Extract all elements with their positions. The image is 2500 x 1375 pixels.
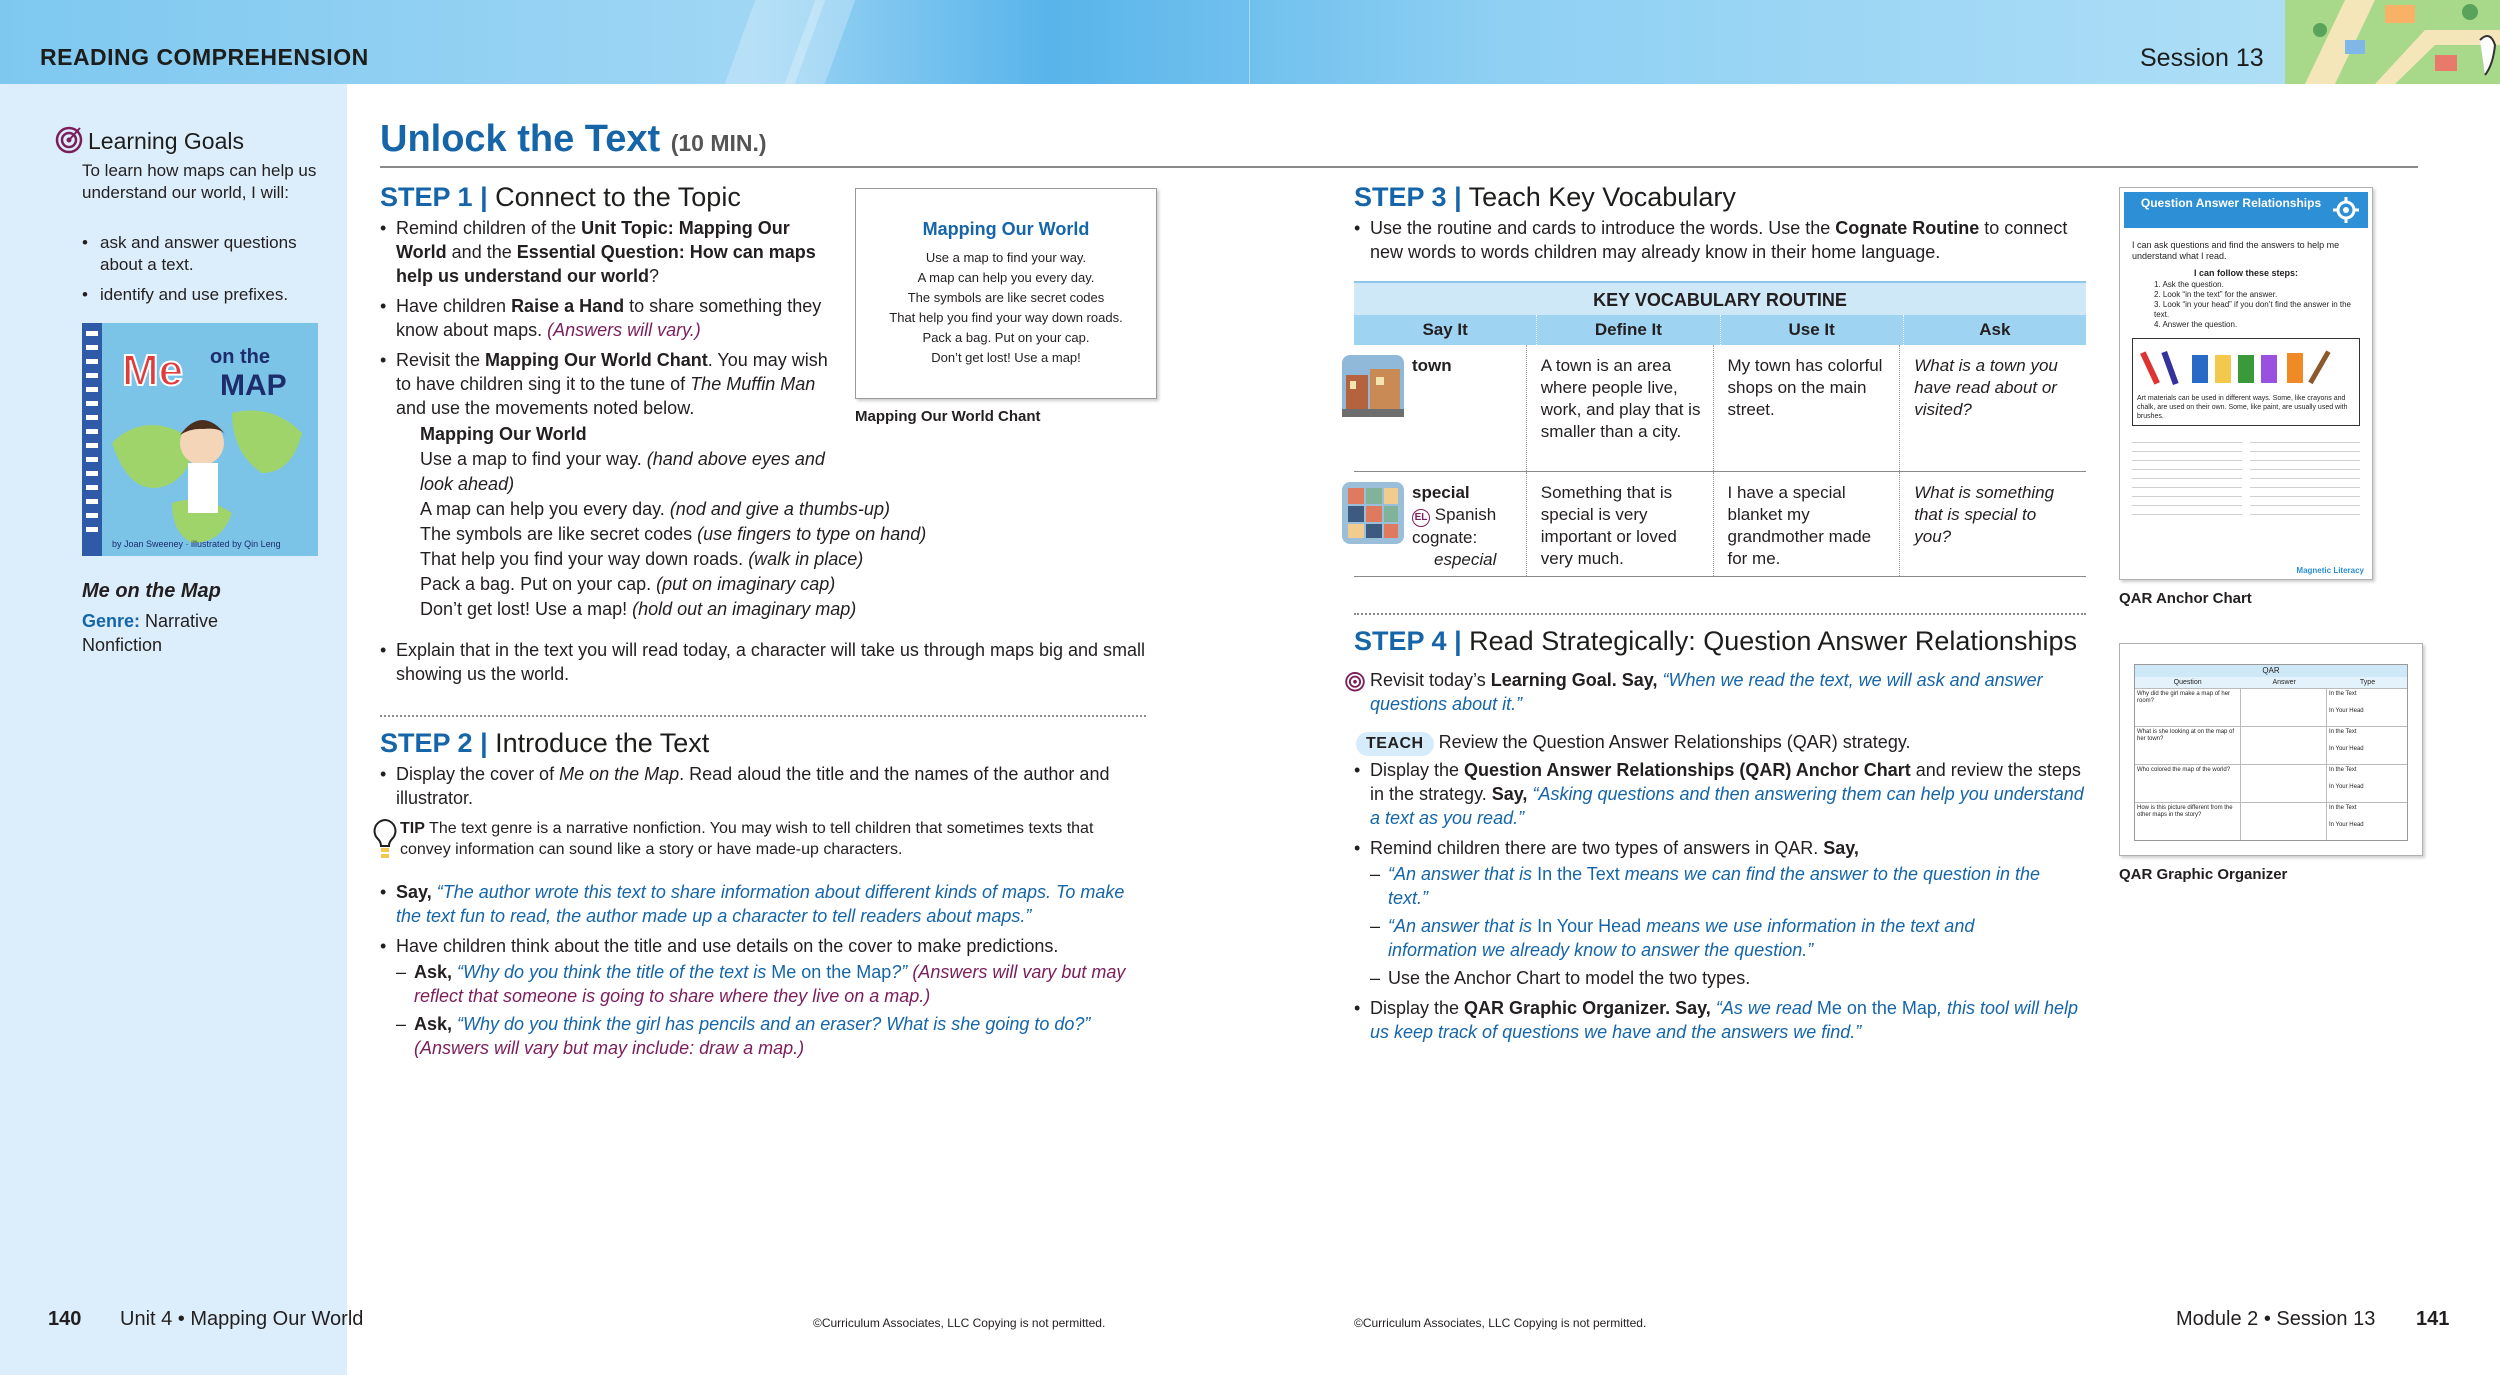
step4-bullet: • Remind children there are two types of answers in QAR. Say, – “An answer that is In the Text means we can find the answer to the question in the text.” – “An answer that is In Your Head means we use information in the text and information we already know to answer the question.” – Use the Anchor Chart to model the two types. xyxy=(1352,836,2092,990)
book-cover-image xyxy=(82,323,318,556)
cognate-label: Spanish cognate: xyxy=(1412,505,1497,547)
vocab-word: town xyxy=(1412,356,1452,375)
step1-bullet: • Explain that in the text you will read today, a character will take us through maps big and small showing us the world. xyxy=(378,638,1158,686)
step4-title: Read Strategically: Question Answer Relationships xyxy=(1469,626,2077,656)
left-unit-label: Unit 4 • Mapping Our World xyxy=(120,1308,364,1330)
step2-bullet: • Say, “The author wrote this text to share information about different kinds of maps. To make the text fun to read, the author made up a character to tell readers about maps.” xyxy=(378,880,1148,928)
learning-goals-intro: To learn how maps can help us understand our world, I will: xyxy=(82,161,317,202)
anchor-chart-caption: QAR Anchor Chart xyxy=(2119,590,2252,607)
step3-number: STEP 3 xyxy=(1354,182,1447,212)
step1-bullet: • Remind children of the Unit Topic: Mapping Our World and the Essential Question: How can maps help us understand our world? xyxy=(378,216,838,288)
vocab-row xyxy=(1354,345,2086,472)
anchor-chart-steps: 1. Ask the question. 2. Look “in the text” for the answer. 3. Look “in your head” if you don’t find the answer in the text. 4. Answer the question. xyxy=(2154,280,2352,329)
cognate-word: especial xyxy=(1434,550,1497,569)
art-supplies-icon xyxy=(2137,343,2363,389)
qar-type-item: – Use the Anchor Chart to model the two types. xyxy=(1370,966,2050,990)
left-page-number: 140 xyxy=(48,1308,82,1330)
vocab-use: My town has colorful shops on the main street. xyxy=(1713,345,1900,471)
chant-line: That help you find your way down roads. (walk in place) xyxy=(420,549,864,569)
genre-label: Genre: xyxy=(82,611,141,631)
vocab-define: Something that is special is very important or loved very much. xyxy=(1526,472,1713,576)
qar-type-item: – “An answer that is In Your Head means we use information in the text and information we already know to answer the question.” xyxy=(1370,914,2050,962)
teach-text: Review the Question Answer Relationships (QAR) strategy. xyxy=(1438,732,1911,752)
step3-bullet: • Use the routine and cards to introduce the words. Use the Cognate Routine to connect new words to words children may already know in their home language. xyxy=(1352,216,2072,264)
qar-graphic-organizer xyxy=(2119,643,2423,856)
organizer-row: Why did the girl make a map of her room? In the Text In Your Head xyxy=(2135,688,2407,726)
chant-title: Mapping Our World xyxy=(420,424,587,444)
vocab-col-header: Say It xyxy=(1422,320,1468,339)
step2-title: Introduce the Text xyxy=(495,728,710,758)
vocab-ask: What is something that is special to you? xyxy=(1899,472,2086,576)
step4-divider: | xyxy=(1454,626,1462,656)
vocab-word: special xyxy=(1412,483,1470,502)
lightbulb-icon xyxy=(372,818,398,872)
step3-heading xyxy=(1354,182,1736,213)
cover-title-map: MAP xyxy=(220,369,287,402)
gear-icon xyxy=(2332,196,2360,229)
learning-goals-title: Learning Goals xyxy=(88,128,244,154)
step2-number: STEP 2 xyxy=(380,728,473,758)
right-module-label: Module 2 • Session 13 xyxy=(2176,1308,2376,1330)
step3-body xyxy=(1352,216,2072,270)
step4-heading xyxy=(1354,626,2077,657)
page-title-text: Unlock the Text xyxy=(380,118,661,160)
anchor-chart-columns xyxy=(2132,434,2360,520)
vocab-table-header xyxy=(1354,315,2086,345)
quilt-photo xyxy=(1342,482,1404,544)
anchor-chart-art-box xyxy=(2132,338,2360,426)
step2-heading xyxy=(380,728,709,759)
tip-text: TIP The text genre is a narrative nonfiction. You may wish to tell children that sometimes texts that convey information can sound like a story or have made-up characters. xyxy=(400,820,1094,858)
step1-bullet: • Have children Raise a Hand to share something they know about maps. (Answers will vary.) xyxy=(378,294,838,342)
header-map-illustration xyxy=(2285,0,2500,84)
step4-bullet: • Display the QAR Graphic Organizer. Say, “As we read Me on the Map, this tool will help us keep track of questions we have and the answers we find.” xyxy=(1352,996,2092,1044)
anchor-chart-brand: Magnetic Literacy xyxy=(2296,566,2364,575)
header-band xyxy=(0,0,2500,84)
cover-title-me: Me xyxy=(122,346,184,395)
organizer-col: Answer xyxy=(2272,679,2296,686)
step2-bullet: • Have children think about the title and use details on the cover to make predictions. – Ask, “Why do you think the title of the text is Me on the Map?” (Answers will vary but may reflect that someone is going to share where they live on a map.) – Ask, “Why do you think the girl has pencils and an eraser? What is she going to do?” (Answers will vary but may include: draw a map.) xyxy=(378,934,1148,1060)
vocab-table xyxy=(1354,281,2086,577)
chant-block xyxy=(420,422,980,622)
section-label: READING COMPREHENSION xyxy=(40,44,369,70)
chant-line: Don’t get lost! Use a map! (hold out an imaginary map) xyxy=(420,599,857,619)
step1-number: STEP 1 xyxy=(380,182,473,212)
organizer-row: Who colored the map of the world? In the Text In Your Head xyxy=(2135,764,2407,802)
qar-type-item: – “An answer that is In the Text means we can find the answer to the question in the text.” xyxy=(1370,862,2050,910)
vocab-define: A town is an area where people live, work, and play that is smaller than a city. xyxy=(1526,345,1713,471)
genre-value: Narrative Nonfiction xyxy=(82,611,219,655)
chant-line: Use a map to find your way. (hand above eyes and look ahead) xyxy=(420,449,825,494)
chant-card-caption: Mapping Our World Chant xyxy=(855,408,1041,425)
step4-body xyxy=(1352,758,2092,1050)
step2-body1 xyxy=(378,762,1148,816)
town-photo xyxy=(1342,355,1404,417)
title-divider xyxy=(380,166,2418,168)
step2-bullet: • Display the cover of Me on the Map. Read aloud the title and the names of the author and illustrator. xyxy=(378,762,1148,810)
page-title xyxy=(380,118,767,161)
learning-goal-item: • ask and answer questions about a text. xyxy=(82,232,332,276)
step3-divider: | xyxy=(1454,182,1462,212)
step1-final xyxy=(378,638,1158,692)
page-spine xyxy=(1249,0,1250,84)
learning-goals-list xyxy=(82,232,332,314)
cover-title-ontheword: on the xyxy=(210,346,270,368)
vocab-col-header: Define It xyxy=(1536,315,1719,345)
step4-bullet: • Display the Question Answer Relationships (QAR) Anchor Chart and review the steps in the strategy. Say, “Asking questions and then answering them can help you understand a text as you read.” xyxy=(1352,758,2092,830)
step1-bullet: • Revisit the Mapping Our World Chant. You may wish to have children sing it to the tune of The Muffin Man and use the movements noted below. Mapping Our World Use a map to find your way. (hand above eyes and look ahead) A map can help you every day. (nod and give a thumbs-up) The symbols are like secret codes (use fingers to type on hand) That help you find your way down roads. (walk in place) Pack a bag. Put on your cap. (put on imaginary cap) Don’t get lost! Use a map! (hold out an imaginary map) xyxy=(378,348,838,622)
book-genre xyxy=(82,609,282,657)
vocab-table-title: KEY VOCABULARY ROUTINE xyxy=(1354,281,2086,315)
organizer-title: QAR xyxy=(2135,665,2407,677)
step4-revisit: Revisit today’s Learning Goal. Say, “When we read the text, we will ask and answer questions about it.” xyxy=(1344,668,2084,716)
step1-divider: | xyxy=(480,182,488,212)
organizer-row: What is she looking at on the map of her town? In the Text In Your Head xyxy=(2135,726,2407,764)
cover-credit: by Joan Sweeney · illustrated by Qin Leng xyxy=(112,539,281,549)
copyright-left: ©Curriculum Associates, LLC Copying is not permitted. xyxy=(813,1316,1106,1330)
chant-card-title: Mapping Our World xyxy=(922,219,1090,239)
step1-heading xyxy=(380,182,741,213)
target-icon xyxy=(1344,670,1366,698)
step1-body xyxy=(378,216,927,628)
el-badge: EL xyxy=(1412,509,1430,527)
session-label: Session 13 xyxy=(2140,44,2264,72)
step2-body2 xyxy=(378,880,1148,1066)
vocab-use: I have a special blanket my grandmother made for me. xyxy=(1713,472,1900,576)
step3-title: Teach Key Vocabulary xyxy=(1468,182,1736,212)
organizer-col: Type xyxy=(2359,679,2376,686)
ask-item: – Ask, “Why do you think the girl has pencils and an eraser? What is she going to do?” (Answers will vary but may include: draw a map.) xyxy=(396,1012,1148,1060)
book-title: Me on the Map xyxy=(82,580,221,602)
copyright-right: ©Curriculum Associates, LLC Copying is not permitted. xyxy=(1354,1316,1647,1330)
learning-goal-item: • identify and use prefixes. xyxy=(82,284,332,306)
vocab-row xyxy=(1354,472,2086,577)
page-title-time: (10 MIN.) xyxy=(670,130,767,156)
organizer-row: How is this picture different from the other maps in the story? In the Text In Your Head xyxy=(2135,802,2407,840)
organizer-caption: QAR Graphic Organizer xyxy=(2119,866,2288,883)
chant-line: Pack a bag. Put on your cap. (put on imaginary cap) xyxy=(420,574,836,594)
dotted-divider xyxy=(380,715,1146,717)
target-icon xyxy=(54,124,84,159)
tip-box xyxy=(372,818,1142,860)
teach-badge: TEACH xyxy=(1356,732,1434,756)
chant-card xyxy=(855,188,1157,399)
vocab-ask: What is a town you have read about or visited? xyxy=(1899,345,2086,471)
right-page-number: 141 xyxy=(2416,1308,2450,1330)
step4-teach xyxy=(1356,730,2086,756)
chant-line: A map can help you every day. (nod and give a thumbs-up) xyxy=(420,499,890,519)
chant-line: The symbols are like secret codes (use fingers to type on hand) xyxy=(420,524,927,544)
chant-card-lines: Use a map to find your way. A map can help you every day. The symbols are like secret codes That help you find your way down roads. Pack a bag. Put on your cap. Don’t get lost! Use a map! xyxy=(889,250,1123,365)
step2-divider: | xyxy=(480,728,488,758)
anchor-chart-art-text: Art materials can be used in different ways. Some, like crayons and chalk, are used on their own. Some, like paint, are usually used with brushes. xyxy=(2137,395,2348,420)
organizer-col: Question xyxy=(2173,679,2202,686)
vocab-col-header: Use It xyxy=(1720,315,1903,345)
anchor-chart-title: Question Answer Relationships xyxy=(2124,192,2368,228)
dotted-divider xyxy=(1354,613,2086,615)
vocab-col-header: Ask xyxy=(1903,315,2086,345)
step1-title: Connect to the Topic xyxy=(495,182,741,212)
anchor-chart-steps-title: I can follow these steps: xyxy=(2193,268,2299,278)
qar-anchor-chart xyxy=(2119,187,2373,580)
ask-item: – Ask, “Why do you think the title of the text is Me on the Map?” (Answers will vary but may reflect that someone is going to share where they live on a map.) xyxy=(396,960,1148,1008)
step4-number: STEP 4 xyxy=(1354,626,1447,656)
anchor-chart-intro: I can ask questions and find the answers to help me understand what I read. xyxy=(2132,240,2340,261)
